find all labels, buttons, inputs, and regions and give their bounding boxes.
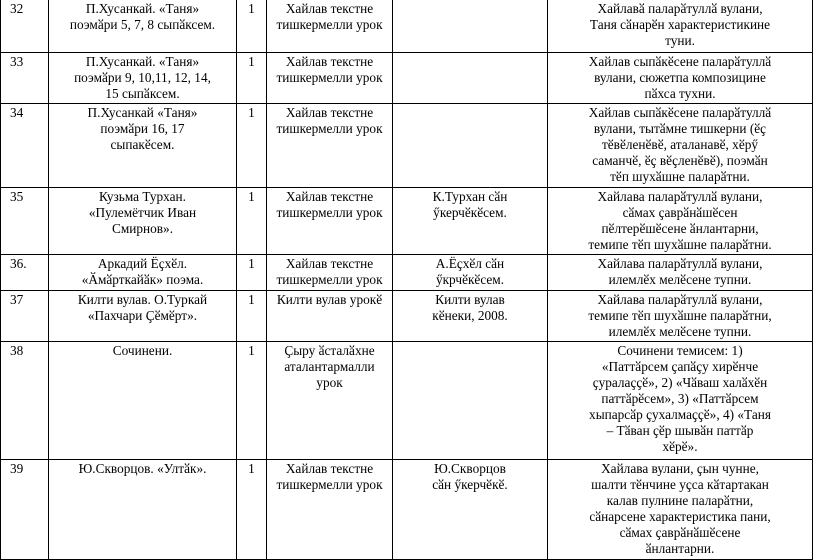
lesson-topic: Ю.Скворцов. «Ултӑк». (49, 460, 237, 560)
table-row (1, 188, 813, 255)
lesson-topic: П.Хусанкай «Таня» поэмӑри 16, 17 сыпакӗсем. (49, 104, 237, 188)
lesson-type: Хайлав текстне тишкермелли урок (267, 104, 393, 188)
lesson-hours: 1 (237, 255, 267, 291)
lesson-activity: Хайлавӑ паларӑтуллӑ вулани, Таня сӑнарӗн характеристикине туни. (548, 0, 813, 53)
lesson-topic: Килти вулав. О.Туркай «Пахчари Ҫӗмӗрт». (49, 291, 237, 342)
lesson-activity: Хайлава вулани, ҫын чунне, шалти тӗнчине уҫса кӑтартакан калав пулнине паларӑтни, сӑнарсене характеристика пани, сӑмах ҫаврӑнӑшӗсене ӑнлантарни. (548, 460, 813, 560)
lesson-activity: Хайлава паларӑтуллӑ вулани, темипе тӗп шухӑшне паларӑтни, илемлӗх мелӗсене тупни. (548, 291, 813, 342)
lesson-type: Хайлав текстне тишкермелли урок (267, 188, 393, 255)
lesson-type: Хайлав текстне тишкермелли урок (267, 53, 393, 104)
lesson-number: 38 (1, 342, 49, 460)
lesson-activity: Хайлав сыпӑкӗсене паларӑтуллӑ вулани, тытӑмне тишкерни (ӗҫ тӗвӗленӗвӗ, аталанавӗ, хӗрӳ саманчӗ, ӗҫ вӗҫленӗвӗ), поэмӑн тӗп шухӑшне паларӑтни. (548, 104, 813, 188)
lesson-number: 32 (1, 0, 49, 53)
lesson-activity: Хайлава паларӑтуллӑ вулани, илемлӗх мелӗсене тупни. (548, 255, 813, 291)
lesson-number: 36. (1, 255, 49, 291)
lesson-activity: Хайлав сыпӑкӗсене паларӑтуллӑ вулани, сюжетпа композицине пӑхса тухни. (548, 53, 813, 104)
lesson-topic: Кузьма Турхан. «Пулемётчик Иван Смирнов». (49, 188, 237, 255)
lesson-number: 34 (1, 104, 49, 188)
lesson-hours: 1 (237, 53, 267, 104)
lesson-topic: Сочинени. (49, 342, 237, 460)
lesson-materials (393, 104, 548, 188)
lesson-topic: Аркадий Ёҫхӗл. «Ӑмӑрткайӑк» поэма. (49, 255, 237, 291)
lesson-type: Хайлав текстне тишкермелли урок (267, 255, 393, 291)
lesson-type: Хайлав текстне тишкермелли урок (267, 460, 393, 560)
table-row (1, 0, 813, 53)
lesson-hours: 1 (237, 460, 267, 560)
table-row (1, 53, 813, 104)
lesson-hours: 1 (237, 342, 267, 460)
lesson-number: 37 (1, 291, 49, 342)
lesson-materials: Килти вулав кӗнеки, 2008. (393, 291, 548, 342)
lesson-materials: А.Ёҫхӗл сӑн ӳкрчӗкӗсем. (393, 255, 548, 291)
table-row (1, 291, 813, 342)
table-row (1, 342, 813, 460)
lesson-hours: 1 (237, 104, 267, 188)
lesson-materials (393, 53, 548, 104)
lesson-type: Килти вулав урокӗ (267, 291, 393, 342)
lesson-activity: Сочинени темисем: 1) «Паттӑрсем ҫапӑҫу хирӗнче ҫуралаҫҫӗ», 2) «Чӑваш халӑхӗн паттӑрӗсем», 3) «Паттӑрсем хыпарсӑр ҫухалмаҫҫӗ», 4) «Таня – Тӑван ҫӗр шывӑн паттӑр хӗрӗ». (548, 342, 813, 460)
lesson-materials (393, 342, 548, 460)
lesson-activity: Хайлава паларӑтуллӑ вулани, сӑмах ҫаврӑнӑшӗсен пӗлтерӗшӗсене ӑнлантарни, темипе тӗп шухӑшне паларӑтни. (548, 188, 813, 255)
lesson-materials: К.Турхан сӑн ӳкерчӗкӗсем. (393, 188, 548, 255)
lesson-hours: 1 (237, 188, 267, 255)
table-row (1, 104, 813, 188)
lesson-hours: 1 (237, 291, 267, 342)
lesson-type: Ҫыру ӑсталӑхне аталантармалли урок (267, 342, 393, 460)
lesson-materials (393, 0, 548, 53)
lesson-number: 33 (1, 53, 49, 104)
lesson-number: 35 (1, 188, 49, 255)
lesson-number: 39 (1, 460, 49, 560)
lesson-hours: 1 (237, 0, 267, 53)
table-row (1, 460, 813, 560)
lesson-topic: П.Хусанкай. «Таня» поэмӑри 5, 7, 8 сыпӑксем. (49, 0, 237, 53)
lesson-type: Хайлав текстне тишкермелли урок (267, 0, 393, 53)
lesson-materials: Ю.Скворцов сӑн ӳкерчӗкӗ. (393, 460, 548, 560)
table-row (1, 255, 813, 291)
lesson-topic: П.Хусанкай. «Таня» поэмӑри 9, 10,11, 12, 14, 15 сыпӑксем. (49, 53, 237, 104)
